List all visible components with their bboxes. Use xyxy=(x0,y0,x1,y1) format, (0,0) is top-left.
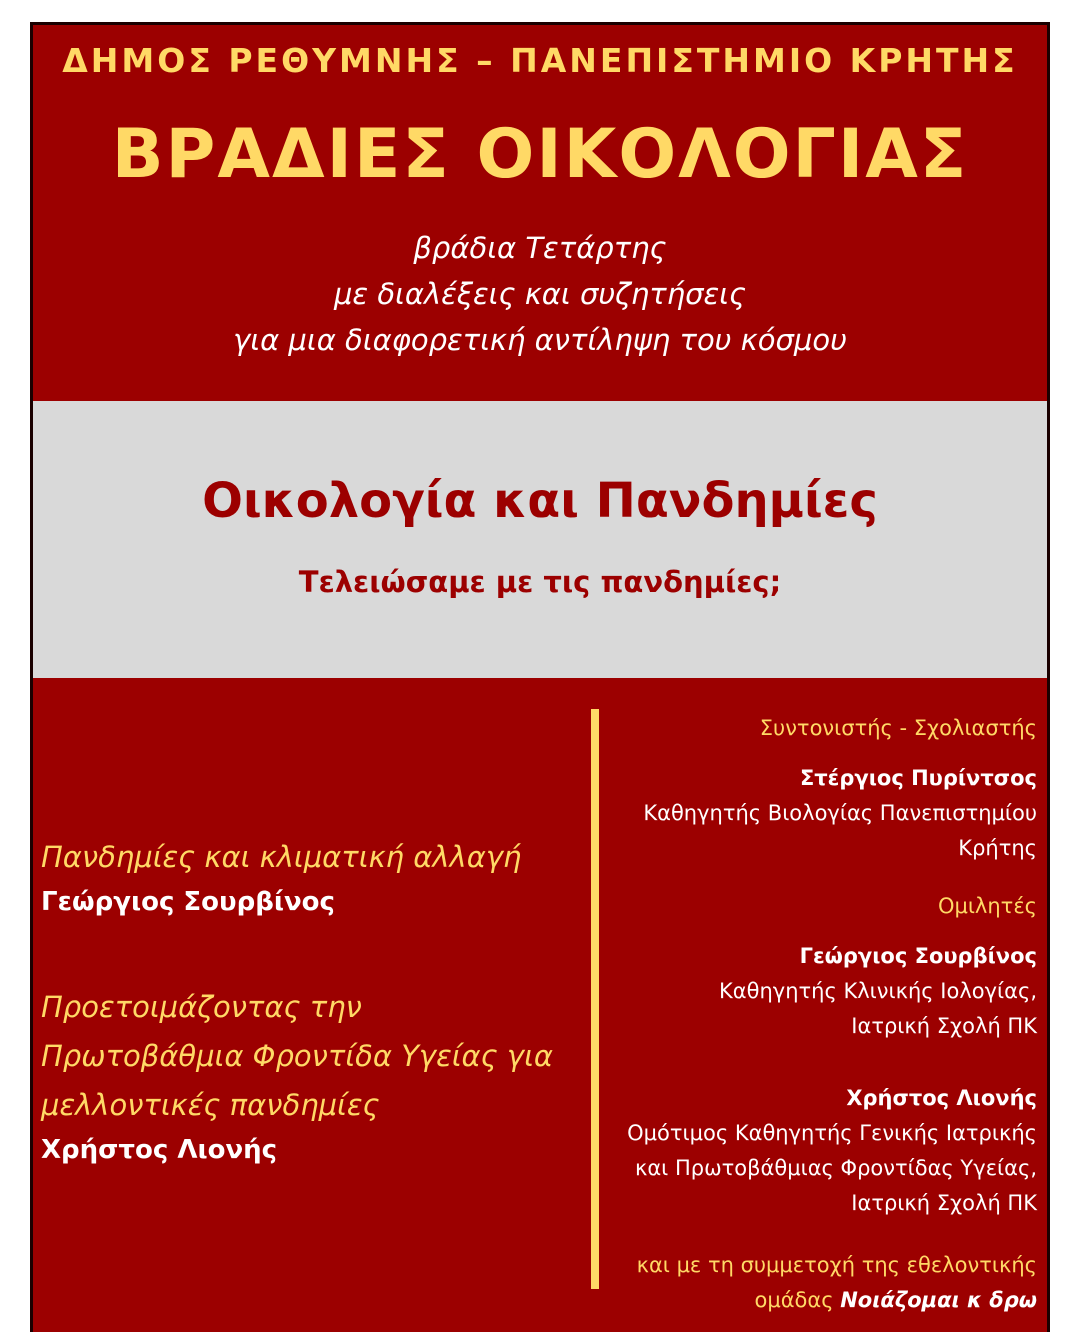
speaker-2-info xyxy=(623,1081,1037,1221)
series-title: ΒΡΑΔΙΕΣ ΟΙΚΟΛΟΓΙΑΣ xyxy=(111,115,969,194)
organizers-heading: ΔΗΜΟΣ ΡΕΘΥΜΝΗΣ – ΠΑΝΕΠΙΣΤΗΜΙΟ ΚΡΗΤΗΣ xyxy=(62,41,1018,80)
tagline-line: με διαλέξεις και συζητήσεις xyxy=(333,277,747,311)
speakers-label-block xyxy=(623,889,1037,924)
speaker-desc: Ομότιμος Καθηγητής Γενικής Ιατρικής xyxy=(627,1121,1037,1145)
talk-title: Πανδημίες και κλιματική αλλαγή xyxy=(41,840,522,874)
speakers-label: Ομιλητές xyxy=(937,894,1037,918)
talk-speaker: Χρήστος Λιονής xyxy=(41,1135,278,1165)
speaker-desc: Ιατρική Σχολή ΠΚ xyxy=(851,1191,1037,1215)
talk-title: Προετοιμάζοντας την xyxy=(41,990,362,1024)
event-topic: Οικολογία και Πανδημίες xyxy=(202,473,878,529)
footer-prefix: ομάδας xyxy=(754,1288,841,1312)
speaker-name: Γεώργιος Σουρβίνος xyxy=(799,944,1037,968)
event-question: Τελειώσαμε με τις πανδημίες; xyxy=(298,565,782,599)
moderator-block xyxy=(623,711,1037,746)
talk-1 xyxy=(41,833,586,922)
speaker-desc: και Πρωτοβάθμιας Φροντίδας Υγείας, xyxy=(634,1156,1037,1180)
moderator-info xyxy=(623,761,1037,866)
footer-line-2 xyxy=(623,1283,1037,1318)
tagline xyxy=(33,225,1047,363)
footer-note xyxy=(623,1248,1037,1318)
speaker-desc: Καθηγητής Κλινικής Ιολογίας, xyxy=(719,979,1037,1003)
tagline-line: για μια διαφορετική αντίληψη του κόσμου xyxy=(233,323,847,357)
tagline-line: βράδια Τετάρτης xyxy=(413,231,667,265)
talk-speaker: Γεώργιος Σουρβίνος xyxy=(41,887,335,917)
speaker-1-info xyxy=(623,939,1037,1044)
topic-band xyxy=(33,401,1047,678)
speaker-desc: Ιατρική Σχολή ΠΚ xyxy=(851,1014,1037,1038)
moderator-name: Στέργιος Πυρίντσος xyxy=(799,766,1037,790)
event-poster xyxy=(30,22,1050,1332)
volunteer-group-name: Νοιάζομαι κ δρω xyxy=(840,1288,1037,1312)
moderator-desc: Κρήτης xyxy=(958,836,1037,860)
speaker-name: Χρήστος Λιονής xyxy=(846,1086,1037,1110)
column-divider xyxy=(591,709,599,1289)
talk-2 xyxy=(41,983,586,1170)
footer-line: και με τη συμμετοχή της εθελοντικής xyxy=(636,1253,1037,1277)
talk-title: Πρωτοβάθμια Φροντίδα Υγείας για xyxy=(41,1039,554,1073)
moderator-label: Συντονιστής - Σχολιαστής xyxy=(759,716,1037,740)
talk-title: μελλοντικές πανδημίες xyxy=(41,1088,380,1122)
moderator-desc: Καθηγητής Βιολογίας Πανεπιστημίου xyxy=(643,801,1037,825)
